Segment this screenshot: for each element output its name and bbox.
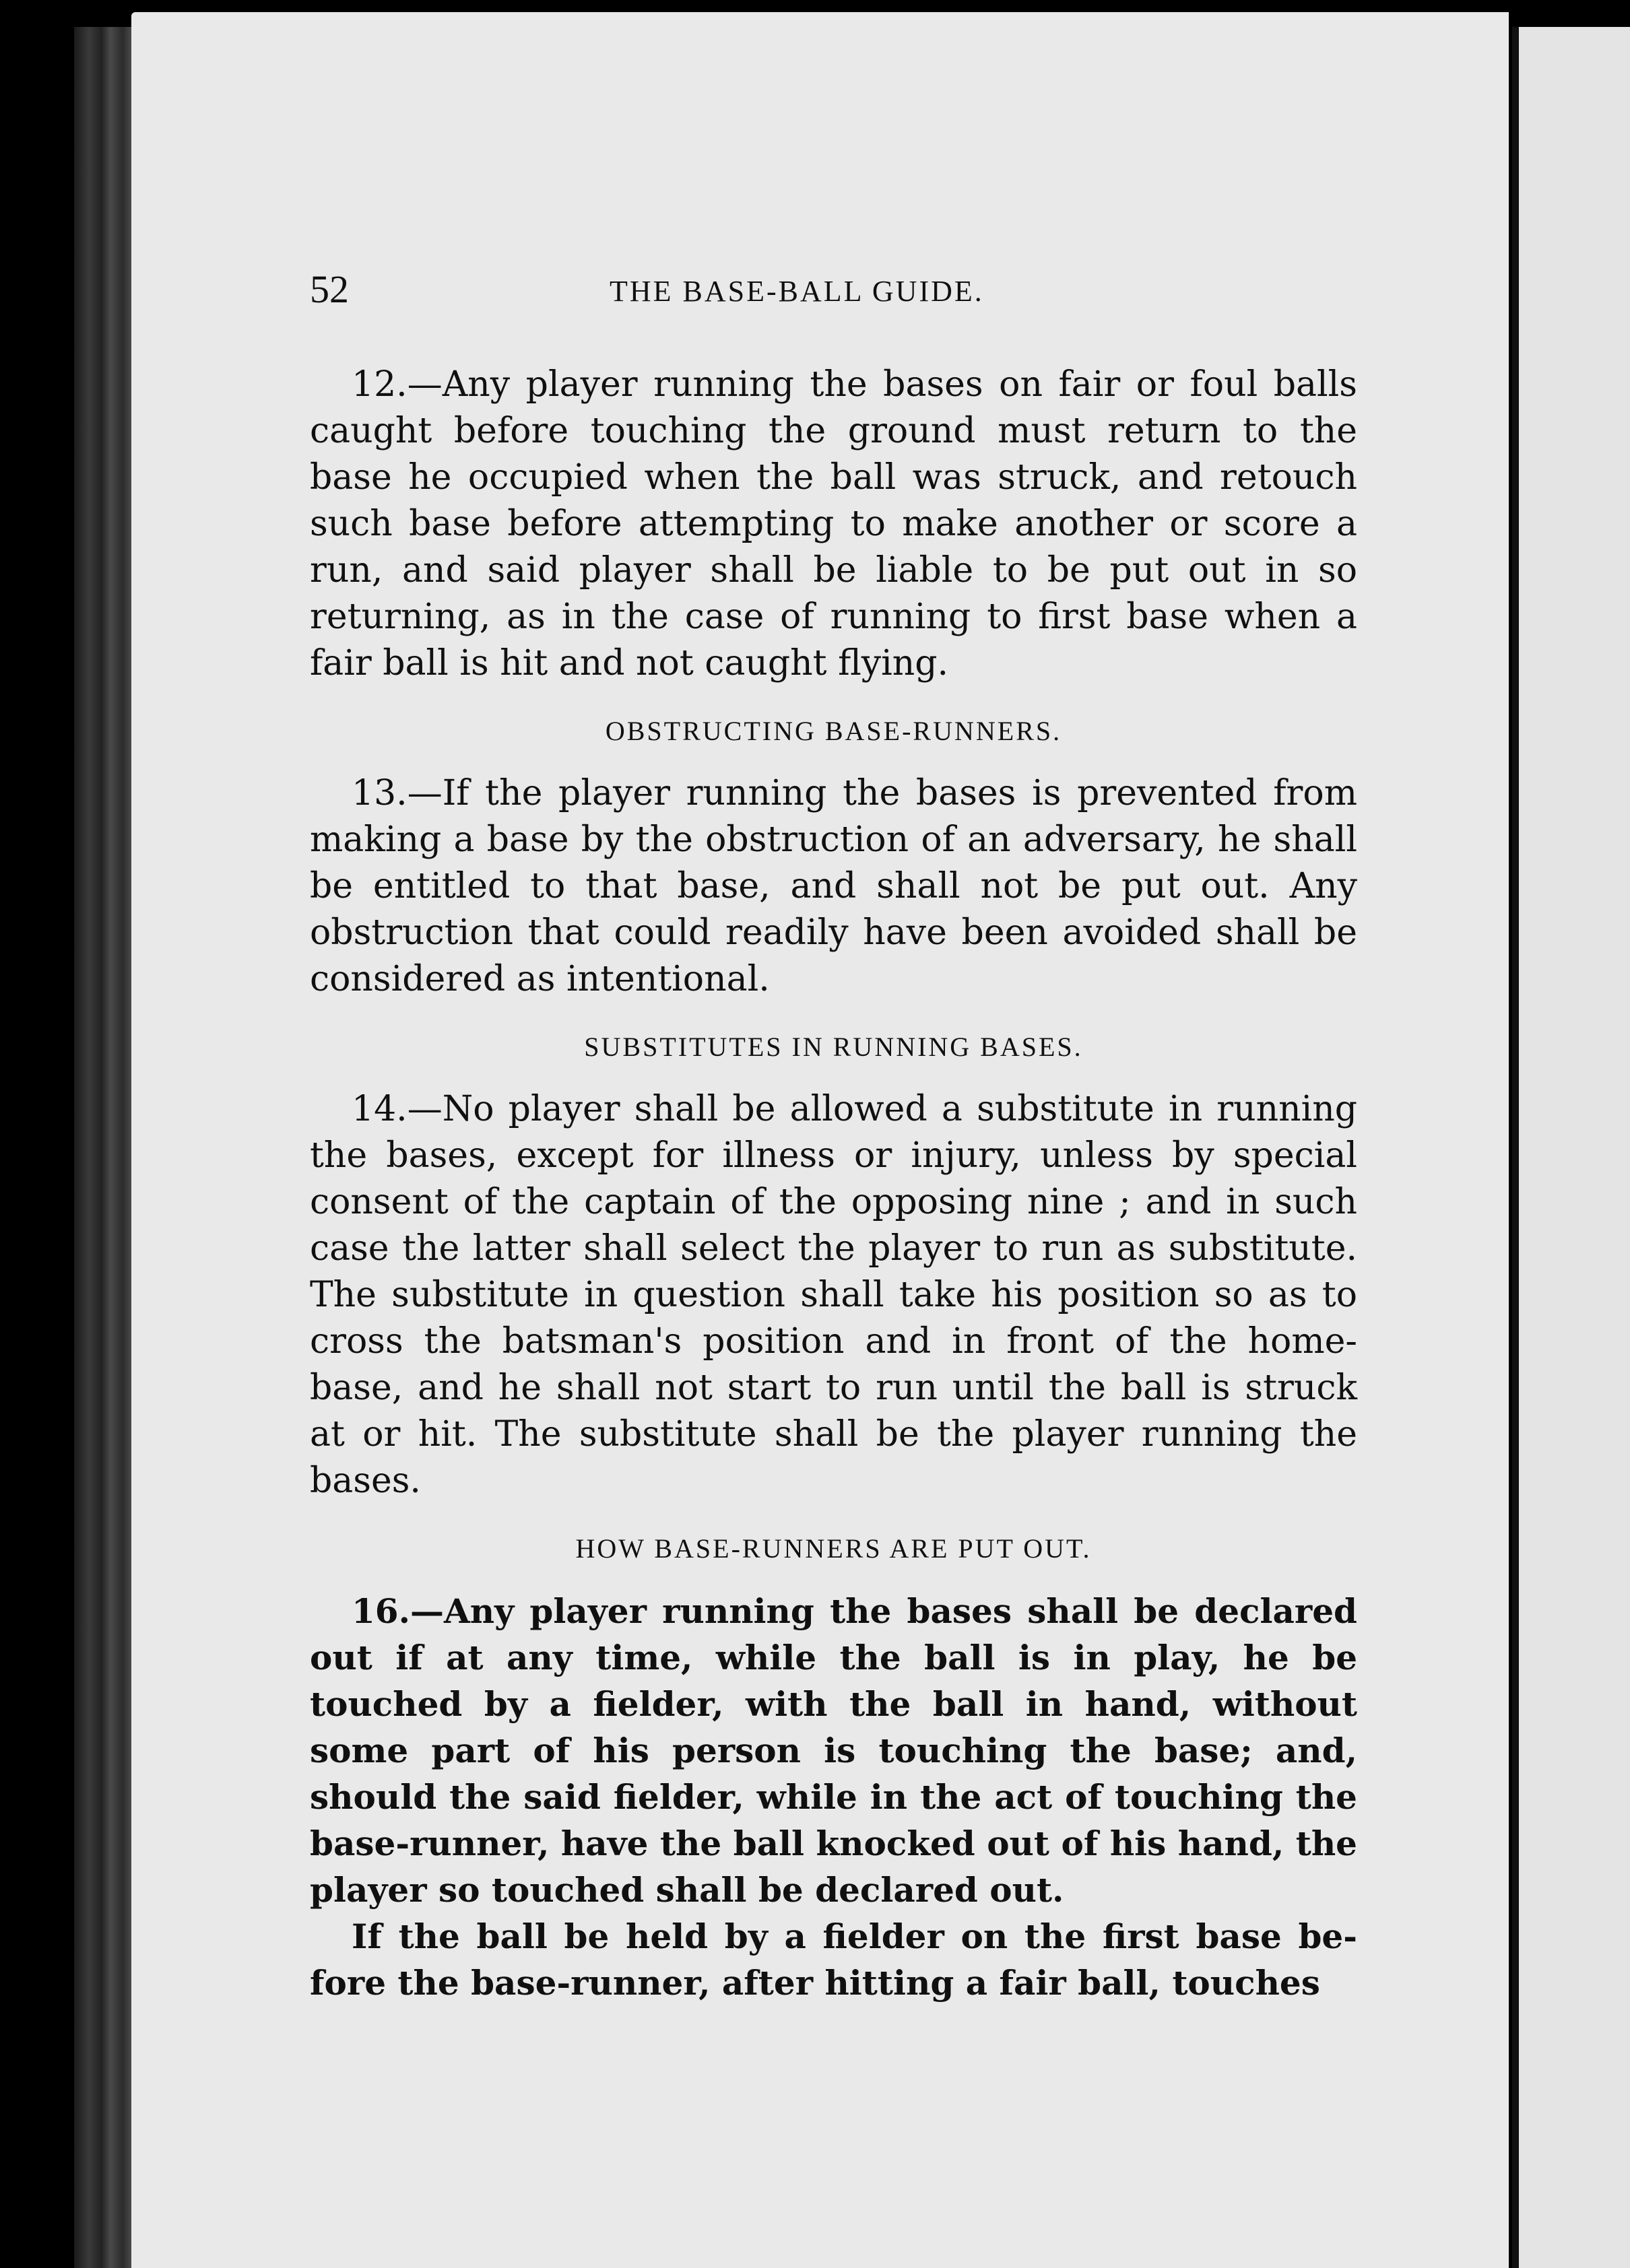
rule-14-paragraph: 14.—No player shall be allowed a substitute in running the bases, except for illness or injury, unless by special consent of the captain of the opposing nine ; and in such case the latter shall select the player to run as substitute. The substitute in question shall take his position so as to cross the batsman's position and in front of the home-base, and he shall not start to run until the ball is struck at or hit. The substitute shall be the player running the bases. [310, 1089, 1357, 1501]
page-text-block [310, 266, 1357, 2006]
running-title: THE BASE-BALL GUIDE. [610, 275, 984, 308]
book-binding-edge [74, 27, 135, 2268]
rule-16-paragraph: 16.—Any player running the bases shall be declared out if at any time, while the ball is in play, he be touched by a fielder, with the ball in hand, without some part of his person is touching the base; and, should the said fielder, while in the act of touching the base-runner, have the ball knocked out of his hand, the player so touched shall be declared out. [310, 1591, 1357, 1910]
rule-13-paragraph: 13.—If the player running the bases is prevented from making a base by the obstruction of an adversary, he shall be entitled to that base, and shall not be put out. Any obstruction that could readily have been avoided shall be considered as intentional. [310, 773, 1357, 999]
section-heading-substitutes: SUBSTITUTES IN RUNNING BASES. [584, 1032, 1083, 1062]
section-heading-obstructing: OBSTRUCTING BASE-RUNNERS. [605, 716, 1062, 746]
facing-page-edge [1512, 27, 1630, 2268]
running-head [310, 266, 1357, 327]
page-number: 52 [310, 267, 349, 311]
rule-16-continuation-paragraph: If the ball be held by a fielder on the first base before the base-runner, after hitting a fair ball, touches [310, 1916, 1357, 2003]
rule-12-paragraph: 12.—Any player running the bases on fair or foul balls caught before touching the ground must return to the base he occupied when the ball was struck, and retouch such base before attempting to make another or score a run, and said player shall be liable to be put out in so returning, as in the case of running to first base when a fair ball is hit and not caught flying. [310, 364, 1357, 683]
section-heading-put-out: HOW BASE-RUNNERS ARE PUT OUT. [575, 1533, 1092, 1564]
